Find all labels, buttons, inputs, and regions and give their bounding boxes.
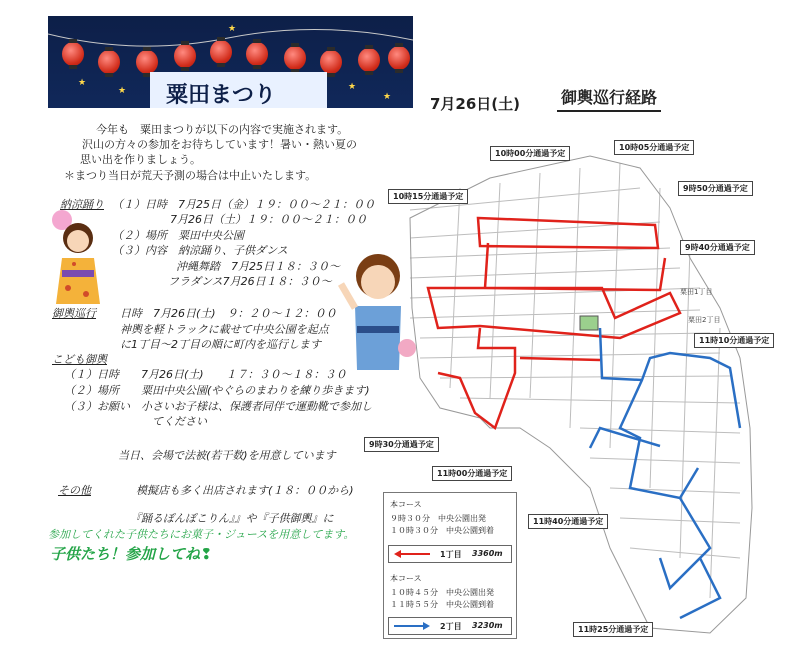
girl-yukata-illustration: [40, 208, 114, 308]
intro-line: 沢山の方々の参加をお待ちしています！暑い・熱い夏の: [82, 138, 357, 151]
noryo-line: 沖縄舞踏 7月25日１８：３０～: [176, 260, 340, 273]
banner-title: 粟田まつり: [166, 83, 277, 108]
legend-course1-end: １０時３０分 中央公園到着: [390, 526, 494, 535]
map-time-tag: 9時30分通過予定: [364, 437, 439, 452]
map-time-tag: 11時10分通過予定: [694, 333, 774, 348]
legend-course2-dist: 3230m: [472, 621, 503, 630]
intro-line: 思い出を作りましょう。: [80, 153, 201, 166]
mikoshi-line: 神輿を軽トラックに載せて中央公園を起点: [120, 323, 329, 336]
map-time-tag: 10時05分通過予定: [614, 140, 694, 155]
map-time-tag: 9時50分通過予定: [678, 181, 753, 196]
noryo-line: （１）日時 7月25日（金）１９：００～２１：００: [112, 198, 375, 211]
lantern-icon: [388, 46, 410, 70]
red-arrow-icon: [392, 549, 432, 559]
lantern-icon: [284, 46, 306, 70]
noryo-line: （３）内容 納涼踊り、子供ダンス: [112, 244, 288, 257]
noryo-label: 納涼踊り: [60, 198, 104, 211]
route-title: 御輿巡行経路: [557, 85, 661, 112]
kodomo-line: （２）場所 粟田中央公園(やぐらのまわりを練り歩きます): [64, 384, 370, 397]
legend-course1-dist: 3360m: [472, 549, 503, 558]
kodomo-line: てください: [152, 415, 207, 428]
legend-course2-name: 2丁目: [440, 622, 462, 631]
map-time-tag: 11時25分通過予定: [573, 622, 653, 637]
mikoshi-label: 御輿巡行: [52, 307, 96, 320]
kodomo-line: （３）お願い 小さいお子様は、保護者同伴で運動靴で参加し: [64, 400, 372, 413]
lantern-icon: [136, 50, 158, 74]
map-time-tag: 9時40分通過予定: [680, 240, 755, 255]
route-legend: [383, 492, 517, 639]
star-icon: ★: [348, 82, 357, 92]
map-time-tag: 11時00分通過予定: [432, 466, 512, 481]
legend-course1-head: 本コース: [390, 500, 422, 509]
noryo-line: （２）場所 粟田中央公園: [112, 229, 244, 242]
intro-line: 今年も 粟田まつりが以下の内容で実施されます。: [96, 123, 349, 136]
noryo-line: 7月26日（土）１９：００～２１：００: [170, 213, 367, 226]
notice-text: 当日、会場で法被(若干数)を用意しています: [118, 449, 336, 462]
lantern-icon: [246, 42, 268, 66]
legend-course1-start: ９時３０分 中央公園出発: [390, 514, 486, 523]
legend-course2-end: １１時５５分 中央公園到着: [390, 600, 494, 609]
map-time-tag: 10時15分通過予定: [388, 189, 468, 204]
festival-banner: [48, 16, 413, 108]
blue-arrow-icon: [392, 621, 432, 631]
chome1-label: 粟田1丁目: [680, 288, 713, 296]
map-time-tag: 10時00分通過予定: [490, 146, 570, 161]
star-icon: ★: [118, 86, 127, 96]
legend-course1-name: 1丁目: [440, 550, 462, 559]
star-icon: ★: [228, 24, 237, 34]
map-time-tag: 11時40分通過予定: [528, 514, 608, 529]
kodomo-line: （１）日時 7月26日(土) １７：３０～１８：３０: [64, 368, 347, 381]
noryo-line: フラダンス7月26日１８：３０～: [168, 275, 332, 288]
mikoshi-line: に1丁目～2丁目の順に町内を巡行します: [120, 338, 321, 351]
child-note-line2: 参加してくれた子供たちにお菓子・ジュースを用意してます。: [48, 528, 355, 541]
lantern-icon: [174, 44, 196, 68]
other-text: 模擬店も多く出店されます(１８：００から): [136, 484, 354, 497]
legend-course2-head: 本コース: [390, 574, 422, 583]
lantern-icon: [320, 50, 342, 74]
chome2-label: 粟田2丁目: [688, 316, 721, 324]
festival-date: 7月26日(土): [430, 95, 521, 113]
lantern-icon: [358, 48, 380, 72]
lantern-icon: [98, 50, 120, 74]
lantern-icon: [62, 42, 84, 66]
child-note-line1: 『踊るぽんぽこりん』』や『子供御輿』に: [130, 512, 334, 525]
intro-line: ＊まつり当日が荒天予測の場合は中止いたします。: [64, 169, 317, 182]
mikoshi-line: 日時 7月26日(土) ９：２０～１２：００: [120, 307, 337, 320]
lantern-icon: [210, 40, 232, 64]
legend-course2-start: １０時４５分 中央公園出発: [390, 588, 494, 597]
star-icon: ★: [383, 92, 392, 102]
call-to-action: 子供たち！参加してね❢: [50, 545, 213, 563]
kodomo-label: こども御輿: [52, 353, 107, 366]
star-icon: ★: [78, 78, 87, 88]
other-label: その他: [58, 484, 91, 497]
